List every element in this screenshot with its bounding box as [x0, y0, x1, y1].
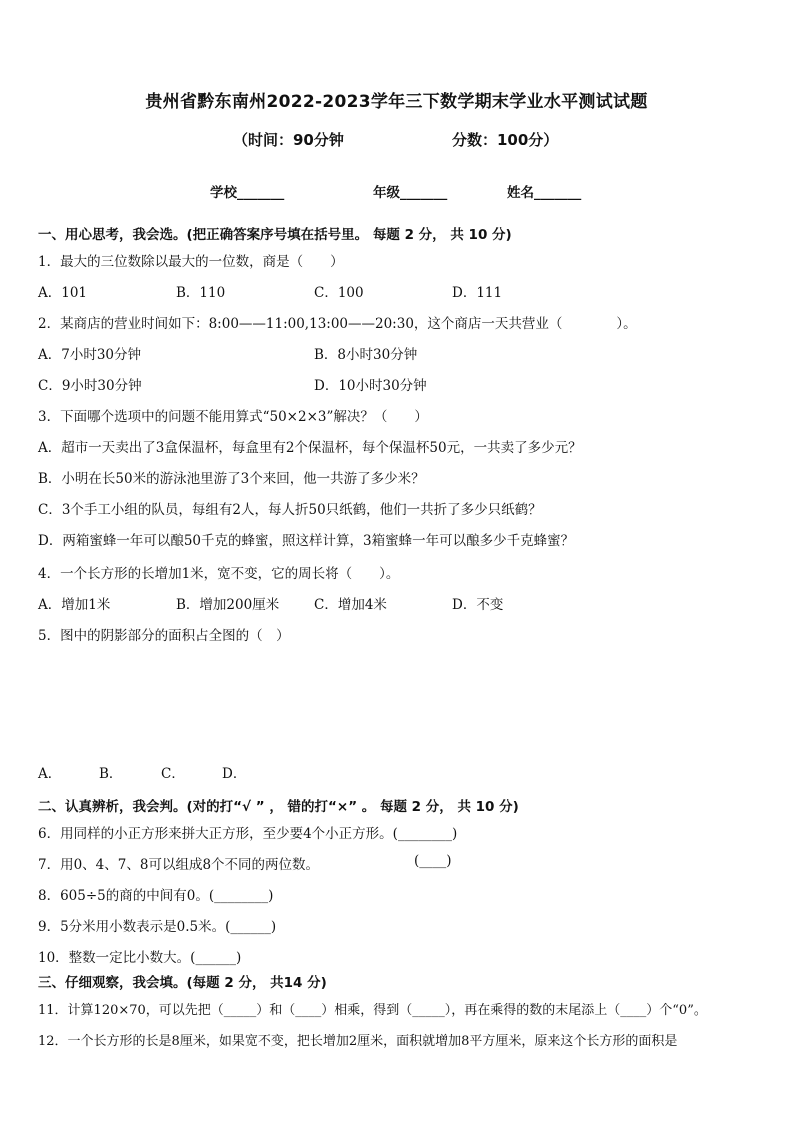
q1-option-a: A．101 — [38, 285, 88, 301]
q4-option-d: D．不变 — [452, 597, 504, 613]
question-9: 9．5分米用小数表示是0.5米。(______) — [38, 919, 277, 935]
score-info: 分数：100分） — [452, 131, 559, 149]
q4-option-b: B．增加200厘米 — [176, 597, 280, 613]
question-11: 11．计算120×70，可以先把（_____）和（____）相乘，得到（_____），再在乘得的数的末尾添上（____）个“0”。 — [38, 1003, 707, 1018]
q3-option-a: A．超市一天卖出了3盒保温杯，每盒里有2个保温杯，每个保温杯50元，一共卖了多少元？ — [38, 440, 582, 456]
section-2-heading: 二、认真辨析，我会判。(对的打“√ ” ， 错的打“×” 。 每题 2 分， 共 10 分) — [38, 799, 519, 815]
question-7-blank: (____) — [414, 853, 452, 869]
q1-option-d: D．111 — [452, 285, 503, 301]
question-10: 10．整数一定比小数大。(______) — [38, 950, 242, 966]
school-field: 学校_______ — [210, 185, 285, 201]
q5-option-a: A． — [38, 766, 62, 782]
q4-option-c: C．增加4米 — [314, 597, 387, 613]
grade-field: 年级_______ — [373, 185, 448, 201]
q2-option-d: D．10小时30分钟 — [314, 378, 427, 394]
time-info: （时间：90分钟 — [233, 131, 344, 149]
section-1-heading: 一、用心思考，我会选。(把正确答案序号填在括号里。 每题 2 分， 共 10 分) — [38, 227, 512, 243]
section-3-heading: 三、仔细观察，我会填。(每题 2 分， 共14 分) — [38, 975, 327, 991]
question-3: 3．下面哪个选项中的问题不能用算式“50×2×3”解决？（ ） — [38, 409, 428, 425]
q3-option-b: B．小明在长50米的游泳池里游了3个来回，他一共游了多少米？ — [38, 471, 425, 487]
question-12: 12．一个长方形的长是8厘米，如果宽不变，把长增加2厘米，面积就增加8平方厘米，原来这个长方形的面积是 — [38, 1034, 678, 1049]
q4-option-a: A．增加1米 — [38, 597, 111, 613]
q3-option-d: D．两箱蜜蜂一年可以酿50千克的蜂蜜，照这样计算，3箱蜜蜂一年可以酿多少千克蜂蜜？ — [38, 533, 575, 549]
question-4: 4．一个长方形的长增加1米，宽不变，它的周长将（ ）。 — [38, 566, 400, 582]
question-7: 7．用0、4、7、8可以组成8个不同的两位数。 — [38, 857, 320, 873]
page-title: 贵州省黔东南州2022-2023学年三下数学期末学业水平测试试题 — [145, 92, 648, 112]
name-field: 姓名_______ — [507, 185, 582, 201]
question-1: 1．最大的三位数除以最大的一位数，商是（ ） — [38, 254, 344, 270]
q5-option-c: C． — [161, 766, 185, 782]
question-6: 6．用同样的小正方形来拼大正方形，至少要4个小正方形。(________) — [38, 826, 458, 842]
question-8: 8．605÷5的商的中间有0。(________) — [38, 888, 274, 904]
q2-option-a: A．7小时30分钟 — [38, 347, 142, 363]
q5-option-d: D． — [222, 766, 247, 782]
q2-option-b: B．8小时30分钟 — [314, 347, 418, 363]
q3-option-c: C．3个手工小组的队员，每组有2人，每人折50只纸鹤，他们一共折了多少只纸鹤？ — [38, 502, 542, 518]
q5-option-b: B． — [99, 766, 123, 782]
q2-option-c: C．9小时30分钟 — [38, 378, 142, 394]
question-2: 2．某商店的营业时间如下：8:00——11:00,13:00——20:30，这个商店一天共营业（ ）。 — [38, 316, 637, 332]
q1-option-c: C．100 — [314, 285, 364, 301]
q1-option-b: B．110 — [176, 285, 226, 301]
question-5: 5．图中的阴影部分的面积占全图的（ ） — [38, 628, 290, 644]
